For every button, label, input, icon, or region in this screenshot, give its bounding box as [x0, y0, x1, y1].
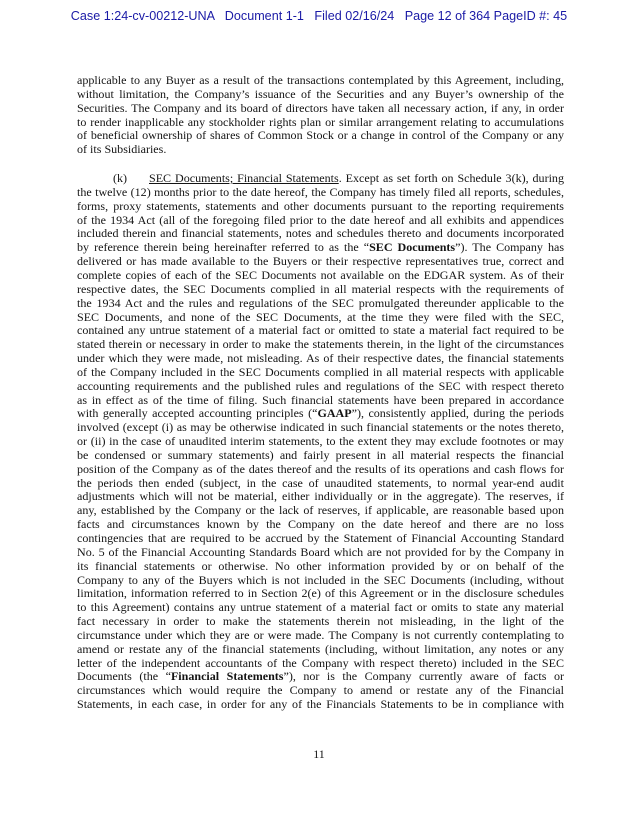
text-fragment: ”), consistently applied, during the periods	[351, 406, 564, 421]
text-line: contingencies that are required to be accrued by the Statement of Financial Accounting Standard	[77, 531, 564, 545]
text-line: any, established by the Company or the lack of reserves, if applicable, are reasonable based upon	[77, 503, 564, 518]
text-line: limitation, information referred to in Section 2(e) of this Agreement or in the disclosure schedules	[77, 586, 564, 601]
text-fragment: Documents (the “	[77, 669, 171, 684]
filed-date: Filed 02/16/24	[314, 9, 395, 23]
document-body	[77, 74, 564, 712]
text-line: Statements, in each case, in order for any of the Financials Statements to be in compliance with	[77, 697, 564, 712]
text-line: of the Company included in the SEC Documents complied in all material respects with applicable	[77, 364, 564, 379]
text-line: delivered or has made available to the Buyers or their respective representatives true, correct and	[77, 254, 564, 269]
page-number: 11	[313, 747, 325, 761]
text-line: under which they were made, not misleading. As of their respective dates, the financial statements	[77, 351, 564, 366]
court-filing-header	[0, 9, 638, 23]
text-line: to render inapplicable any stockholder rights plan or similar arrangement relating to accumulations	[77, 114, 564, 129]
text-line: facts and circumstances known by the Company on the date hereof and there are no loss	[77, 517, 564, 532]
section-k-paragraph	[77, 172, 564, 712]
text-line: circumstance under which they are or were made. The Company is not currently contemplating to	[77, 627, 564, 642]
section-heading: SEC Documents; Financial Statements	[149, 171, 339, 186]
text-line: accounting requirements and the published rules and regulations of the SEC with respect thereto	[77, 378, 564, 393]
text-line: fact necessary in order to make the statements therein not misleading, in the light of the	[77, 614, 564, 629]
text-line: the twelve (12) months prior to the date hereof, the Company has timely filed all reports, schedules,	[77, 184, 564, 199]
defined-term-gaap: GAAP	[317, 406, 352, 421]
text-line: without limitation, the Company’s issuance of the Securities and any Buyer’s ownership of the	[77, 86, 564, 101]
page-info: Page 12 of 364 PageID #: 45	[404, 9, 568, 23]
text-line: complete copies of each of the SEC Documents not available on the EDGAR system. As of their	[77, 267, 564, 282]
text-line: its financial statements or otherwise. No other information provided by or on behalf of the	[77, 558, 564, 573]
text-line: of its Subsidiaries.	[77, 142, 167, 157]
text-line: position of the Company as of the dates thereof and the results of its operations and cash flows for	[77, 461, 564, 476]
text-line: or (ii) in the case of unaudited interim statements, to the extent they may exclude footnotes or may	[77, 434, 564, 449]
text-line: included therein and financial statements, notes and schedules thereto and documents incorporated	[77, 226, 564, 241]
text-line: involved (except (i) as may be otherwise indicated in such financial statements or the notes thereto,	[77, 420, 564, 435]
paragraph-continuation	[77, 74, 564, 157]
text-line: as in effect as of the time of filing. Such financial statements have been prepared in accordance	[77, 392, 564, 407]
text-line: SEC Documents, and none of the SEC Documents, at the time they were filed with the SEC,	[77, 309, 564, 324]
text-fragment: by reference therein being hereinafter referred to as the “	[77, 240, 370, 255]
text-line: adjustments which will not be material, either individually or in the aggregate). The reserves, if	[77, 489, 564, 504]
text-line: be condensed or summary statements) and fairly present in all material respects the financial	[77, 447, 564, 462]
text-line: No. 5 of the Financial Accounting Standards Board which are not provided for by the Company in	[77, 544, 564, 559]
document-number: Document 1-1	[224, 9, 304, 23]
text-line: stated therein or necessary in order to make the statements therein, in the light of the circumstances	[77, 337, 564, 352]
text-fragment: ”), nor is the Company currently aware of facts or	[283, 669, 564, 684]
text-line: applicable to any Buyer as a result of the transactions contemplated by this Agreement, including,	[77, 73, 564, 87]
text-line: the periods then ended (subject, in the case of unaudited statements, to normal year-end audit	[77, 475, 564, 490]
text-fragment: with generally accepted accounting principles (“	[77, 406, 318, 421]
text-fragment: ”). The Company has	[455, 240, 565, 255]
text-line: to this Agreement) contains any untrue statement of a material fact or omits to state any material	[77, 600, 564, 615]
defined-term-sec-documents: SEC Documents	[369, 240, 456, 255]
text-fragment: . Except as set forth on Schedule 3(k), during	[338, 171, 564, 186]
case-number: Case 1:24-cv-00212-UNA	[70, 9, 215, 23]
text-line: respective dates, the SEC Documents complied in all material respects with the requirements of	[77, 281, 564, 296]
text-line	[77, 670, 564, 684]
text-line	[77, 407, 564, 421]
text-line: amend or restate any of the financial statements (including, without limitation, any notes or any	[77, 641, 564, 656]
text-line: forms, proxy statements, statements and other documents pursuant to the reporting requirements	[77, 198, 564, 213]
text-line: of the 1934 Act (all of the foregoing filed prior to the date hereof and all exhibits and appendices	[77, 212, 564, 227]
section-heading-line	[77, 172, 564, 186]
text-line: Company to any of the Buyers which is not included in the SEC Documents (including, without	[77, 572, 564, 587]
text-line: of beneficial ownership of shares of Common Stock or a change in control of the Company or any	[77, 128, 564, 143]
text-line: the 1934 Act and the rules and regulations of the SEC promulgated thereunder applicable to the	[77, 295, 564, 310]
text-line: Securities. The Company and its board of directors have taken all necessary action, if any, in order	[77, 100, 564, 115]
defined-term-financial-statements: Financial Statements	[170, 669, 284, 684]
text-line: letter of the independent accountants of the Company with respect thereto) included in the SEC	[77, 655, 564, 670]
section-number: (k)	[113, 171, 128, 186]
text-line: contained any untrue statement of a material fact or omitted to state a material fact required to be	[77, 323, 564, 338]
text-line: circumstances which would require the Company to amend or restate any of the Financial	[77, 683, 564, 698]
text-line	[77, 241, 564, 255]
